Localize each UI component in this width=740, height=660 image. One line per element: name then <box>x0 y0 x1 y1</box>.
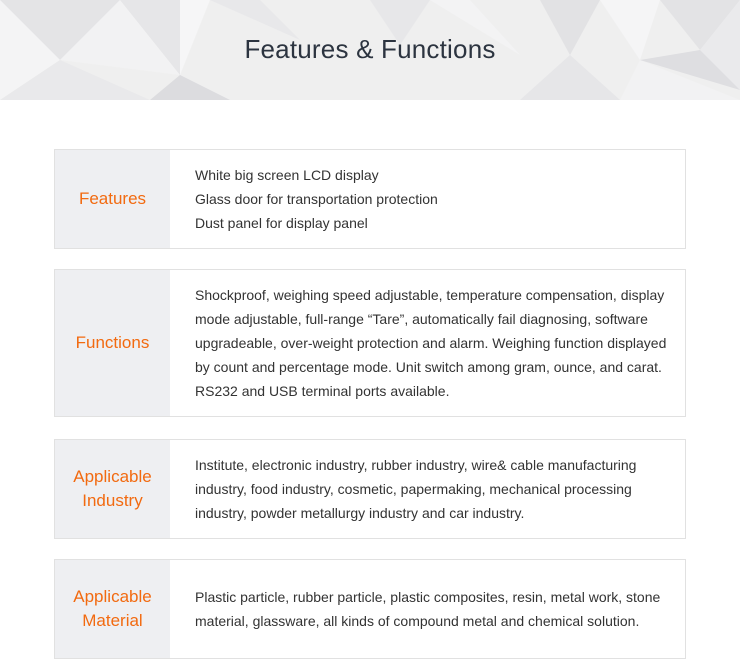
features-content <box>170 150 685 248</box>
applicable-material-label: Applicable Material <box>73 587 152 630</box>
functions-label: Functions <box>75 333 150 352</box>
card-label-cell <box>55 440 170 538</box>
applicable-material-card <box>54 559 686 659</box>
features-card <box>54 149 686 249</box>
content-line: Shockproof, weighing speed adjustable, temperature compensation, display <box>195 287 665 303</box>
card-label-cell <box>55 560 170 658</box>
applicable-industry-card <box>54 439 686 539</box>
content-line: RS232 and USB terminal ports available. <box>195 383 450 399</box>
functions-card <box>54 269 686 417</box>
content-line: by count and percentage mode. Unit switch among gram, ounce, and carat. <box>195 359 662 375</box>
content-line: industry, food industry, cosmetic, papermaking, mechanical processing <box>195 481 632 497</box>
features-label: Features <box>78 189 147 208</box>
content-line: Dust panel for display panel <box>195 215 368 231</box>
content-line: industry, powder metallurgy industry and car industry. <box>195 505 525 521</box>
applicable-industry-content <box>170 440 685 538</box>
applicable-material-content <box>170 560 685 658</box>
content-line: White big screen LCD display <box>195 167 379 183</box>
content-line: material, glassware, all kinds of compound metal and chemical solution. <box>195 613 640 629</box>
content-line: Plastic particle, rubber particle, plastic composites, resin, metal work, stone <box>195 589 661 605</box>
header-banner <box>0 0 740 100</box>
card-label-cell <box>55 150 170 248</box>
functions-content <box>170 270 685 416</box>
content-line: Institute, electronic industry, rubber industry, wire& cable manufacturing <box>195 457 637 473</box>
content-line: mode adjustable, full-range “Tare”, automatically fail diagnosing, software <box>195 311 648 327</box>
card-label-cell <box>55 270 170 416</box>
page-title: Features & Functions <box>244 34 496 64</box>
content-line: upgradeable, over-weight protection and alarm. Weighing function displayed <box>195 335 667 351</box>
applicable-industry-label: Applicable Industry <box>73 467 152 510</box>
content-line: Glass door for transportation protection <box>195 191 438 207</box>
